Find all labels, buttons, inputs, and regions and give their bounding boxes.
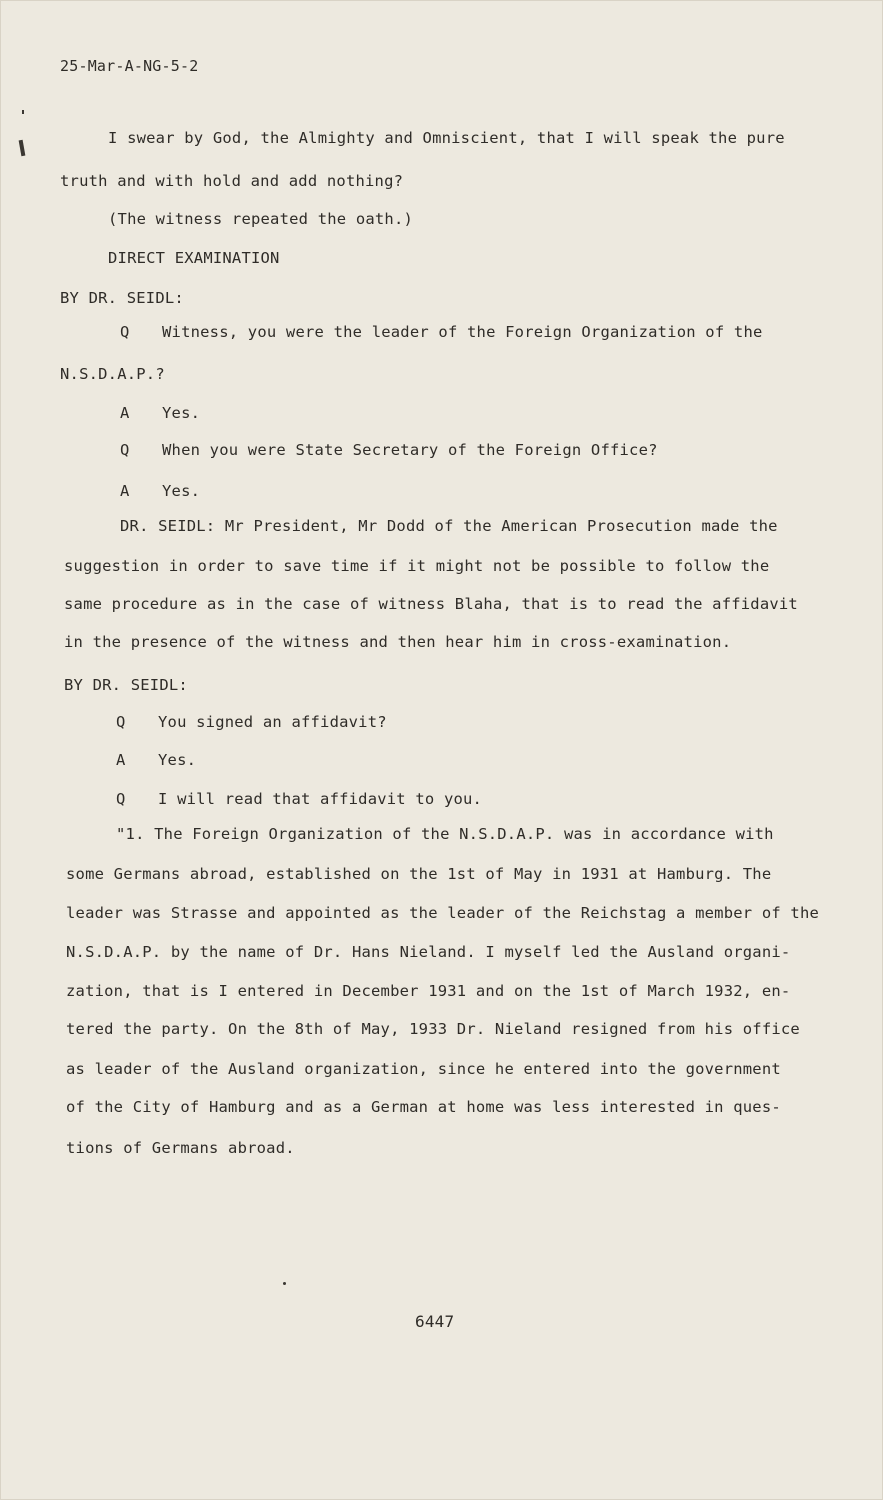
- speaker-label: Q: [120, 323, 130, 341]
- qa-line: [120, 440, 658, 460]
- oath-line-2: truth and with hold and add nothing?: [60, 172, 404, 190]
- question-continuation: N.S.D.A.P.?: [60, 365, 165, 383]
- qa-line: [120, 322, 763, 342]
- speaker-label: Q: [116, 713, 126, 731]
- punch-mark: [19, 140, 26, 156]
- question-text: I will read that affidavit to you.: [158, 790, 483, 808]
- affidavit-line: zation, that is I entered in December 1931 and on the 1st of March 1932, en-: [66, 982, 791, 1000]
- affidavit-line: as leader of the Ausland organization, since he entered into the government: [66, 1060, 781, 1078]
- stray-mark: [283, 1282, 286, 1285]
- qa-line: [116, 789, 482, 809]
- qa-line: [120, 481, 200, 501]
- stage-direction: (The witness repeated the oath.): [108, 210, 414, 228]
- oath-line-1: I swear by God, the Almighty and Omniscient, that I will speak the pure: [108, 129, 785, 147]
- speaker-label: A: [120, 482, 130, 500]
- question-text: Witness, you were the leader of the Foreign Organization of the: [162, 323, 763, 341]
- answer-text: Yes.: [158, 751, 197, 769]
- affidavit-line: tered the party. On the 8th of May, 1933 Dr. Nieland resigned from his office: [66, 1020, 800, 1038]
- statement-line: in the presence of the witness and then hear him in cross-examination.: [64, 633, 732, 651]
- examiner-heading: BY DR. SEIDL:: [64, 676, 188, 694]
- statement-line: DR. SEIDL: Mr President, Mr Dodd of the American Prosecution made the: [120, 517, 778, 535]
- qa-line: [116, 750, 196, 770]
- question-text: When you were State Secretary of the Foreign Office?: [162, 441, 658, 459]
- affidavit-line: leader was Strasse and appointed as the leader of the Reichstag a member of the: [66, 904, 820, 922]
- affidavit-line: some Germans abroad, established on the 1st of May in 1931 at Hamburg. The: [66, 865, 772, 883]
- page-number: 6447: [415, 1312, 455, 1331]
- examiner-heading: BY DR. SEIDL:: [60, 289, 184, 307]
- section-heading: DIRECT EXAMINATION: [108, 249, 280, 267]
- statement-line: same procedure as in the case of witness Blaha, that is to read the affidavit: [64, 595, 798, 613]
- statement-line: suggestion in order to save time if it might not be possible to follow the: [64, 557, 770, 575]
- answer-text: Yes.: [162, 404, 201, 422]
- affidavit-line: tions of Germans abroad.: [66, 1139, 295, 1157]
- speaker-label: Q: [116, 790, 126, 808]
- qa-line: [120, 403, 200, 423]
- speaker-label: A: [120, 404, 130, 422]
- answer-text: Yes.: [162, 482, 201, 500]
- speaker-label: A: [116, 751, 126, 769]
- stray-mark: [22, 110, 24, 114]
- affidavit-line: "1. The Foreign Organization of the N.S.D.A.P. was in accordance with: [116, 825, 774, 843]
- qa-line: [116, 712, 387, 732]
- question-text: You signed an affidavit?: [158, 713, 387, 731]
- document-reference: 25-Mar-A-NG-5-2: [60, 57, 199, 75]
- affidavit-line: of the City of Hamburg and as a German at home was less interested in ques-: [66, 1098, 781, 1116]
- speaker-label: Q: [120, 441, 130, 459]
- affidavit-line: N.S.D.A.P. by the name of Dr. Hans Nieland. I myself led the Ausland organi-: [66, 943, 791, 961]
